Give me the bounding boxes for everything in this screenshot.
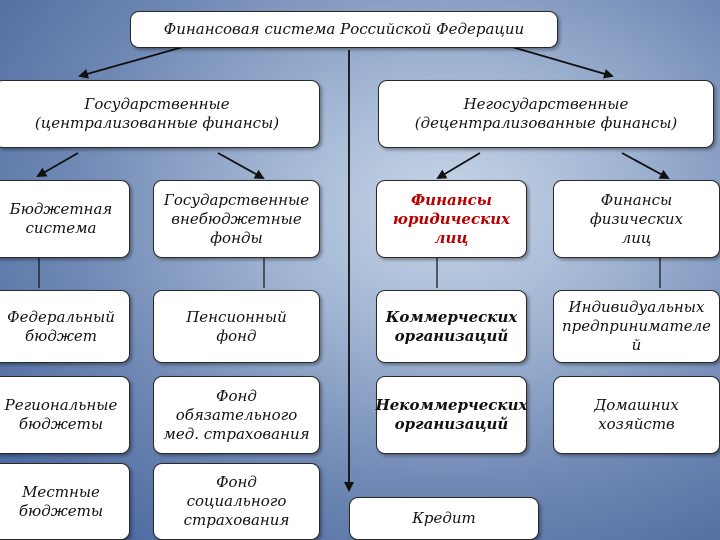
social-insurance-fund-box: Фонд социального страхования (153, 463, 320, 540)
legal-entities-finance-box: Финансы юридических лиц (376, 180, 527, 258)
households-box: Домашних хозяйств (553, 376, 720, 454)
nonstate-finance-box: Негосударственные (децентрализованные финансы) (378, 80, 714, 148)
federal-budget-box: Федеральный бюджет (0, 290, 130, 363)
entrepreneurs-box: Индивидуальных предпринимателе й (553, 290, 720, 363)
arrow-state-to-offbudget (218, 153, 263, 178)
commercial-organizations-box: Коммерческих организаций (376, 290, 527, 363)
individuals-finance-box: Финансы физических лиц (553, 180, 720, 258)
arrow-title-to-state (80, 45, 190, 76)
noncommercial-organizations-box: Некоммерческих организаций (376, 376, 527, 454)
arrow-nonstate-to-legal (438, 153, 480, 178)
medical-insurance-fund-box: Фонд обязательного мед. страхования (153, 376, 320, 454)
state-finance-box: Государственные (централизованные финансы) (0, 80, 320, 148)
arrow-state-to-budget (38, 153, 78, 176)
arrow-nonstate-to-individuals (622, 153, 668, 178)
local-budgets-box: Местные бюджеты (0, 463, 130, 540)
regional-budgets-box: Региональные бюджеты (0, 376, 130, 454)
arrow-title-to-nonstate (505, 45, 612, 76)
budget-system-box: Бюджетная система (0, 180, 130, 258)
offbudget-funds-box: Государственные внебюджетные фонды (153, 180, 320, 258)
pension-fund-box: Пенсионный фонд (153, 290, 320, 363)
title-box: Финансовая система Российской Федерации (130, 11, 558, 48)
credit-box: Кредит (349, 497, 539, 540)
